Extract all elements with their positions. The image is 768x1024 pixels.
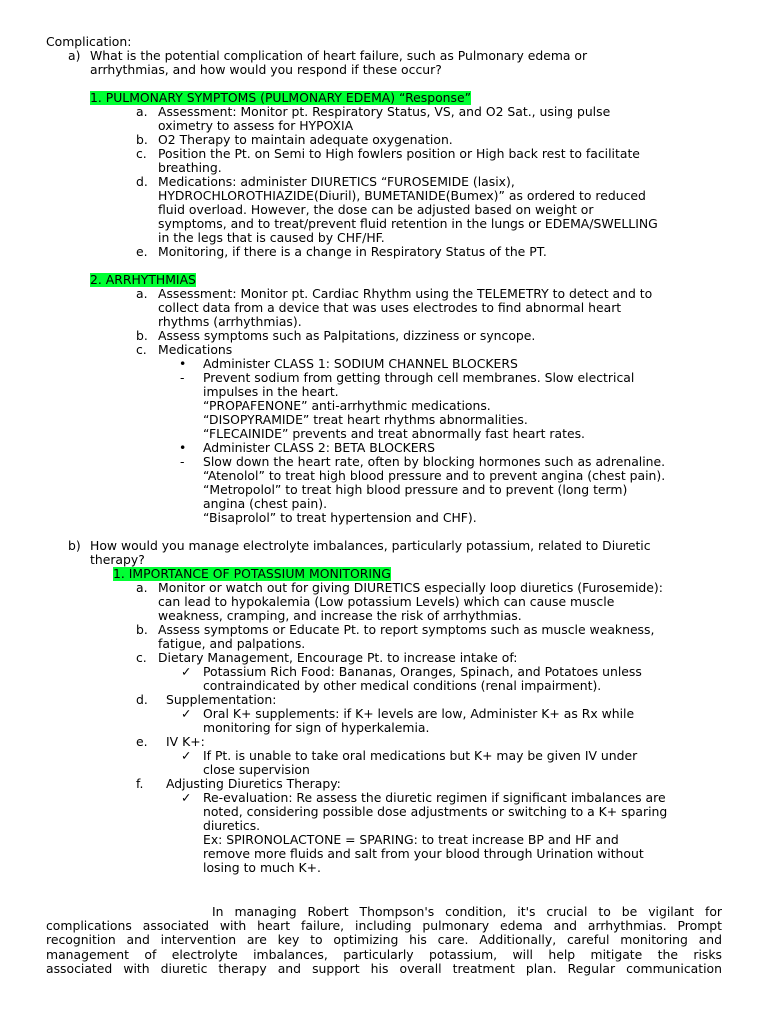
dash-marker: - — [180, 370, 185, 385]
summary-paragraph — [46, 905, 722, 976]
sub-item-line: angina (chest pain). — [203, 496, 328, 511]
complication-heading: Complication: — [46, 34, 132, 49]
section-pulmonary-title: 1. PULMONARY SYMPTOMS (PULMONARY EDEMA) “Response” — [90, 90, 472, 105]
section-potassium-title: 1. IMPORTANCE OF POTASSIUM MONITORING — [113, 566, 391, 581]
list-item-line: breathing. — [158, 160, 222, 175]
sub-item-line: Administer CLASS 2: BETA BLOCKERS — [203, 440, 436, 455]
summary-line: In managing Robert Thompson's condition, it's crucial to be vigilant for — [212, 904, 722, 919]
list-item-line: Assess symptoms or Educate Pt. to report symptoms such as muscle weakness, — [158, 622, 655, 637]
section-arrhythmias-title: 2. ARRHYTHMIAS — [90, 272, 196, 287]
list-item-line: collect data from a device that was uses electrodes to find abnormal heart — [158, 300, 622, 315]
check-item-line: diuretics. — [203, 818, 261, 833]
check-icon: ✓ — [181, 706, 192, 721]
list-item-line: Assess symptoms such as Palpitations, dizziness or syncope. — [158, 328, 536, 343]
list-marker: b. — [136, 328, 148, 343]
sub-item-line: Prevent sodium from getting through cell membranes. Slow electrical — [203, 370, 635, 385]
list-marker: a. — [136, 580, 148, 595]
sub-item-line: “PROPAFENONE” anti-arrhythmic medications. — [203, 398, 491, 413]
check-icon: ✓ — [181, 748, 192, 763]
list-item-line: Monitoring, if there is a change in Respiratory Status of the PT. — [158, 244, 547, 259]
check-item-line: remove more fluids and salt from your blood through Urination without — [203, 846, 644, 861]
list-marker: f. — [136, 776, 144, 791]
list-marker: b. — [136, 132, 148, 147]
list-item-line: HYDROCHLOROTHIAZIDE(Diuril), BUMETANIDE(Bumex)” as ordered to reduced — [158, 188, 646, 203]
check-item-line: If Pt. is unable to take oral medications but K+ may be given IV under — [203, 748, 638, 763]
check-item-line: monitoring for sign of hyperkalemia. — [203, 720, 430, 735]
list-marker: a. — [136, 104, 148, 119]
bullet-marker: • — [179, 440, 187, 455]
sub-item-line: “Bisaprolol” to treat hypertension and CHF). — [203, 510, 477, 525]
check-item-line: Re-evaluation: Re assess the diuretic regimen if significant imbalances are — [203, 790, 666, 805]
list-item-line: Adjusting Diuretics Therapy: — [166, 776, 341, 791]
list-item-line: rhythms (arrhythmias). — [158, 314, 302, 329]
question-b-marker: b) — [68, 538, 81, 553]
question-b-line: How would you manage electrolyte imbalances, particularly potassium, related to Diuretic — [90, 538, 651, 553]
question-a-line: What is the potential complication of heart failure, such as Pulmonary edema or — [90, 48, 588, 63]
list-marker: e. — [136, 734, 148, 749]
check-icon: ✓ — [181, 790, 192, 805]
list-marker: c. — [136, 342, 147, 357]
list-item-line: Position the Pt. on Semi to High fowlers position or High back rest to facilitate — [158, 146, 640, 161]
sub-item-line: impulses in the heart. — [203, 384, 339, 399]
sub-item-line: “Atenolol” to treat high blood pressure and to prevent angina (chest pain). — [203, 468, 666, 483]
list-marker: d. — [136, 174, 148, 189]
summary-line: complications associated with heart failure, including pulmonary edema and arrhythmias. Prompt — [46, 918, 722, 934]
sub-item-line: Slow down the heart rate, often by blocking hormones such as adrenaline. — [203, 454, 666, 469]
list-item-line: fatigue, and palpations. — [158, 636, 306, 651]
dash-marker: - — [180, 454, 185, 469]
sub-item-line: Administer CLASS 1: SODIUM CHANNEL BLOCKERS — [203, 356, 518, 371]
list-item-line: Monitor or watch out for giving DIURETICS especially loop diuretics (Furosemide): — [158, 580, 663, 595]
list-item-line: fluid overload. However, the dose can be adjusted based on weight or — [158, 202, 594, 217]
question-a-marker: a) — [68, 48, 81, 63]
check-item-line: close supervision — [203, 762, 310, 777]
list-marker: c. — [136, 650, 147, 665]
list-item-line: Dietary Management, Encourage Pt. to increase intake of: — [158, 650, 518, 665]
list-item-line: Medications — [158, 342, 233, 357]
list-item-line: Supplementation: — [166, 692, 277, 707]
list-item-line: oximetry to assess for HYPOXIA — [158, 118, 354, 133]
check-item-line: Ex: SPIRONOLACTONE = SPARING: to treat increase BP and HF and — [203, 832, 619, 847]
list-marker: a. — [136, 286, 148, 301]
check-icon: ✓ — [181, 664, 192, 679]
sub-item-line: “DISOPYRAMIDE” treat heart rhythms abnormalities. — [203, 412, 528, 427]
list-item-line: O2 Therapy to maintain adequate oxygenation. — [158, 132, 453, 147]
check-item-line: losing to much K+. — [203, 860, 321, 875]
summary-line: associated with diuretic therapy and support his overall treatment plan. Regular communication — [46, 960, 722, 976]
question-a-line: arrhythmias, and how would you respond if these occur? — [90, 62, 442, 77]
summary-line: management of electrolyte imbalances, particularly potassium, will help mitigate the risks — [46, 946, 722, 962]
check-item-line: Oral K+ supplements: if K+ levels are low, Administer K+ as Rx while — [203, 706, 635, 721]
list-item-line: Assessment: Monitor pt. Respiratory Status, VS, and O2 Sat., using pulse — [158, 104, 611, 119]
list-marker: c. — [136, 146, 147, 161]
check-item-line: contraindicated by other medical conditions (renal impairment). — [203, 678, 602, 693]
list-item-line: Assessment: Monitor pt. Cardiac Rhythm using the TELEMETRY to detect and to — [158, 286, 653, 301]
bullet-marker: • — [179, 356, 187, 371]
list-item-line: IV K+: — [166, 734, 205, 749]
sub-item-line: “FLECAINIDE” prevents and treat abnormally fast heart rates. — [203, 426, 585, 441]
sub-item-line: “Metropolol” to treat high blood pressure and to prevent (long term) — [203, 482, 628, 497]
list-item-line: Medications: administer DIURETICS “FUROSEMIDE (lasix), — [158, 174, 515, 189]
list-marker: d. — [136, 692, 148, 707]
list-item-line: can lead to hypokalemia (Low potassium Levels) which can cause muscle — [158, 594, 615, 609]
check-item-line: Potassium Rich Food: Bananas, Oranges, Spinach, and Potatoes unless — [203, 664, 642, 679]
list-marker: b. — [136, 622, 148, 637]
summary-line: recognition and intervention are key to optimizing his care. Additionally, careful monitoring and — [46, 932, 722, 948]
list-item-line: symptoms, and to treat/prevent fluid retention in the lungs or EDEMA/SWELLING — [158, 216, 658, 231]
list-item-line: weakness, cramping, and increase the risk of arrhythmias. — [158, 608, 522, 623]
list-marker: e. — [136, 244, 148, 259]
question-b-line: therapy? — [90, 552, 145, 567]
check-item-line: noted, considering possible dose adjustments or switching to a K+ sparing — [203, 804, 668, 819]
list-item-line: in the legs that is caused by CHF/HF. — [158, 230, 385, 245]
